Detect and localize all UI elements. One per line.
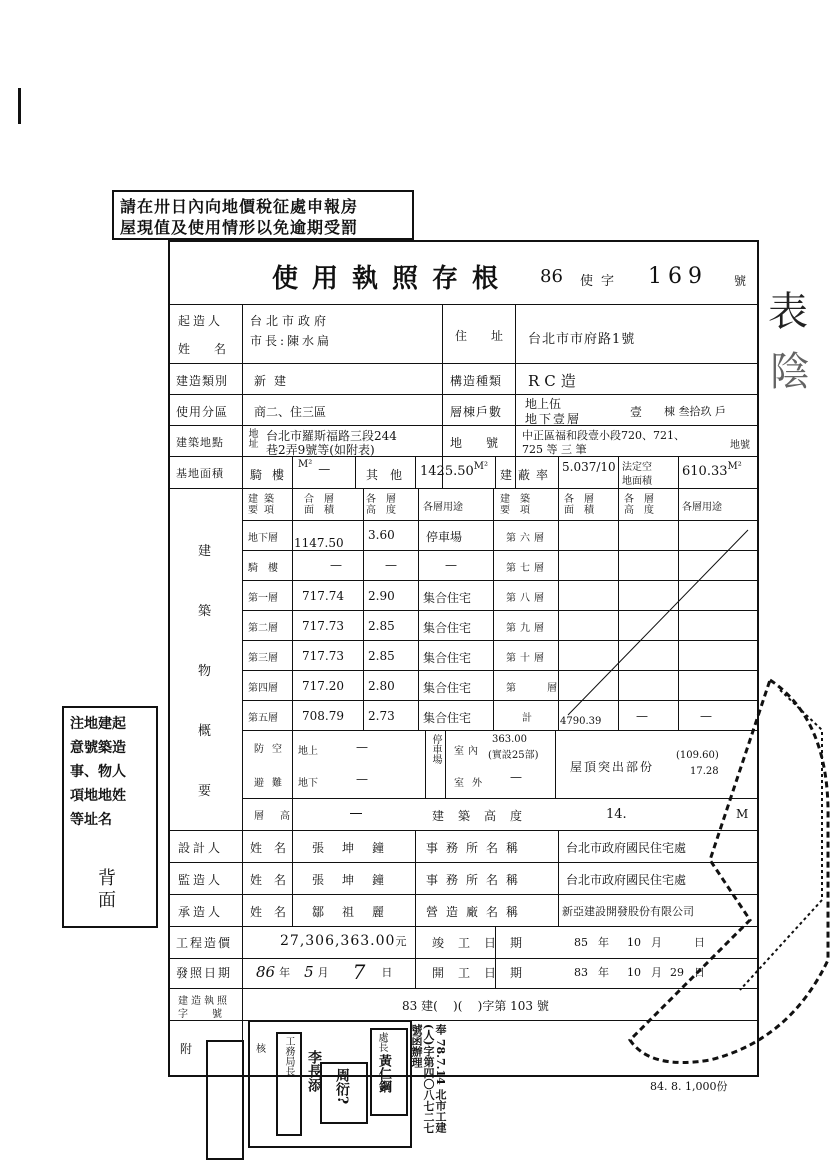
side-note-line: 事、物人 [70, 764, 126, 780]
location-address-2: 巷2弄9號等(如附表) [266, 443, 375, 457]
row-area: — [330, 558, 342, 572]
structure-label: 構造種類 [450, 374, 503, 388]
verify-label: 核 [256, 1044, 266, 1055]
total-height: — [636, 709, 648, 723]
floor-height-value: — [350, 806, 362, 820]
header-area-left: 合層面積 [304, 494, 344, 516]
arcade-value: M² — [298, 458, 331, 476]
row-area: 708.79 [302, 709, 344, 723]
owner-name-label: 姓名 [178, 342, 251, 356]
parking-indoor-note: (實設25部) [488, 750, 539, 761]
form-suffix: 號 [734, 274, 747, 288]
lot-label: 地號 [450, 436, 523, 450]
total-use: — [700, 709, 712, 723]
person-name: 鄒祖麗 [312, 905, 403, 919]
header-use-right: 各層用途 [682, 502, 722, 513]
form-number: 169 [648, 264, 708, 289]
person-office: 台北市政府國民住宅處 [566, 841, 687, 855]
owner-name-2: 市長:陳水扁 [250, 334, 333, 348]
person-office-label: 事務所名稱 [426, 873, 527, 887]
parking-outdoor-label: 室外 [454, 778, 490, 789]
person-name-label: 姓名 [250, 905, 299, 919]
row-item: 第五層 [248, 713, 278, 724]
category-label: 建造類別 [176, 374, 229, 388]
person-name-label: 姓名 [250, 841, 299, 855]
margin-mark [18, 88, 21, 124]
location-address-1: 台北市羅斯福路三段244 [266, 429, 397, 443]
parking-label: 停車場 [430, 734, 441, 764]
roof-label: 屋頂突出部份 [570, 760, 655, 774]
structure-value: RC造 [528, 372, 581, 390]
cost-value: 27,306,363.00 元 [280, 933, 408, 949]
row-height: 2.85 [368, 649, 395, 663]
bureau-chief-name: 李長添 [306, 1050, 322, 1092]
finish-label: 竣工日期 [432, 936, 537, 950]
lot-value-2: 725 等 三 筆 [522, 443, 587, 456]
row-use: 集合住宅 [423, 621, 472, 635]
person-name-label: 姓名 [250, 873, 299, 887]
person-office: 新亞建設開發股份有限公司 [562, 905, 694, 918]
row-height: 2.90 [368, 589, 395, 603]
lot-suffix: 地號 [730, 440, 750, 451]
floor-height-label: 層高 [254, 811, 306, 822]
row-area: 717.74 [302, 589, 344, 603]
shelter-above-value: — [356, 740, 368, 754]
row-item-right: 計 [522, 713, 532, 724]
zoning-value: 商二、住三區 [254, 405, 327, 419]
roof-value-1: (109.60) [676, 750, 719, 761]
legal-space-label-2: 地面積 [622, 476, 652, 487]
legal-space-value: 610.33 M² [682, 461, 742, 479]
row-height: 2.85 [368, 619, 395, 633]
form-year: 86 [540, 266, 563, 287]
person-office-label: 事務所名稱 [426, 841, 527, 855]
total-area: 4790.39 [560, 716, 602, 727]
owner-label: 起造人 [178, 314, 224, 328]
coverage-value: 5.037/10 [562, 460, 616, 474]
location-label: 建築地點 [176, 436, 224, 449]
permit-text: 83 建( )( )字第 103 號 [402, 999, 549, 1013]
reference-note: 奉 78.7.14 北市工建(人)字第四〇八七二七號函辦理 [410, 1024, 447, 1134]
owner-name-1: 台北市政府 [250, 314, 331, 328]
person-name: 張坤鐘 [312, 841, 403, 855]
row-item: 第一層 [248, 593, 278, 604]
row-item-right: 第八層 [506, 593, 548, 604]
person-office: 台北市政府國民住宅處 [566, 873, 687, 887]
lot-value-1: 中正區福和段壹小段720、721、 [522, 429, 685, 442]
shelter-label-1: 防空 [254, 744, 290, 755]
row-item: 騎樓 [248, 563, 288, 574]
floors-bldg: 壹 [630, 405, 643, 419]
row-item: 第四層 [248, 683, 278, 694]
building-height-unit: M [736, 807, 749, 821]
issue-label: 發照日期 [176, 966, 233, 980]
roof-value-2: 17.28 [690, 766, 719, 777]
notice-line-2: 屋現值及使用情形以免逾期受罰 [120, 218, 359, 237]
floors-below: 地下壹層 [525, 412, 582, 426]
bureau-chief-seal: 工務局長 [276, 1032, 302, 1136]
shelter-below-value: — [356, 772, 368, 786]
floors-above: 地上伍 [525, 397, 562, 411]
person-role: 承造人 [178, 905, 224, 919]
header-area-right: 各層面積 [564, 494, 604, 516]
side-note-line: 等址名 [70, 812, 112, 828]
margin-glyph: 表 [768, 289, 808, 335]
floors-units: 棟 叁拾玖 戶 [664, 405, 726, 418]
row-use: 集合住宅 [423, 711, 472, 725]
person-role: 監造人 [178, 873, 224, 887]
header-item-left: 建築要項 [248, 494, 280, 516]
legal-space-label-1: 法定空 [622, 462, 652, 473]
row-height: 2.80 [368, 679, 395, 693]
row-item-right: 第六層 [506, 533, 548, 544]
seal-smudge [590, 660, 832, 1080]
building-section-label: 建 築 物 概 要 [198, 544, 212, 799]
side-seal [206, 1040, 244, 1160]
permit-label-2: 字號 [178, 1009, 246, 1020]
issue-date: 86 年 5 月 7 日 [256, 960, 393, 984]
other-value: 1425.50 M² [420, 461, 489, 479]
floors-label: 層棟戶數 [450, 405, 503, 419]
row-area: 717.73 [302, 619, 344, 633]
location-address-tag: 地址 [246, 428, 257, 448]
round-seal: 周衍? [320, 1062, 368, 1124]
header-height-left: 各層高度 [366, 494, 406, 516]
owner-address-label: 住址 [455, 329, 528, 343]
row-item-right: 第七層 [506, 563, 548, 574]
row-use: 集合住宅 [423, 651, 472, 665]
zoning-label: 使用分區 [176, 405, 229, 419]
owner-address: 台北市市府路1號 [528, 332, 636, 347]
row-area: 1147.50 [294, 536, 344, 550]
start-label: 開工日期 [432, 966, 537, 980]
coverage-label: 建蔽率 [500, 468, 555, 482]
site-area-label: 基地面積 [176, 467, 224, 480]
side-note-box [62, 706, 158, 928]
shelter-label-2: 避難 [254, 778, 290, 789]
form-prefix: 使字 [580, 274, 623, 289]
row-height: — [385, 558, 397, 572]
notice-stamp [112, 190, 414, 240]
side-note-lines [70, 712, 126, 832]
shelter-below: 地下 [298, 778, 318, 789]
building-height-label: 建築高度 [432, 809, 537, 823]
footer-print-note: 84. 8. 1,000份 [650, 1080, 728, 1093]
header-use-left: 各層用途 [423, 502, 463, 513]
other-label: 其他 [366, 468, 415, 482]
header-item-right: 建築要項 [500, 494, 540, 516]
margin-glyph: 陰 [770, 349, 810, 395]
parking-outdoor-value: — [510, 770, 522, 784]
approval-stamp [248, 1020, 412, 1148]
row-item-right: 第 層 [506, 683, 572, 694]
person-role: 設計人 [178, 841, 224, 855]
header-height-right: 各層高度 [624, 494, 664, 516]
category-value: 新建 [254, 374, 295, 388]
row-height: 2.73 [368, 709, 395, 723]
arcade-label: 騎樓 [250, 468, 295, 482]
row-area: 717.20 [302, 679, 344, 693]
parking-indoor-value: 363.00 [492, 734, 527, 745]
permit-label-1: 建造執照 [178, 996, 230, 1007]
row-area: 717.73 [302, 649, 344, 663]
attach-label: 附 [180, 1042, 193, 1056]
row-use: 集合住宅 [423, 681, 472, 695]
parking-indoor-label: 室內 [454, 746, 482, 757]
cost-label: 工程造價 [176, 936, 233, 950]
side-note-line: 項地地姓 [70, 788, 126, 804]
finish-date: 85 年 10 月 日 [574, 935, 705, 949]
shelter-above: 地上 [298, 746, 318, 757]
row-item: 地下層 [248, 533, 278, 544]
row-use: 停車場 [426, 530, 463, 544]
row-item: 第二層 [248, 623, 278, 634]
side-note-line: 意號築造 [70, 740, 126, 756]
row-use: 集合住宅 [423, 591, 472, 605]
person-name: 張坤鐘 [312, 873, 403, 887]
notice-line-1: 請在卅日內向地價稅征處申報房 [120, 197, 359, 216]
start-date: 83 年 10 月 29 日 [574, 965, 705, 979]
form-title: 使用執照存根 [272, 264, 513, 294]
person-office-label: 營造廠名稱 [426, 905, 527, 919]
row-item-right: 第十層 [506, 653, 548, 664]
building-height-value: 14. [606, 807, 627, 822]
district-seal: 處長 黃仁鋼 [370, 1028, 408, 1116]
side-note-line: 注地建起 [70, 716, 126, 732]
row-item: 第三層 [248, 653, 278, 664]
side-note-back: 背面 [95, 868, 116, 912]
row-use: — [445, 558, 457, 572]
row-height: 3.60 [368, 528, 395, 542]
row-item-right: 第九層 [506, 623, 548, 634]
